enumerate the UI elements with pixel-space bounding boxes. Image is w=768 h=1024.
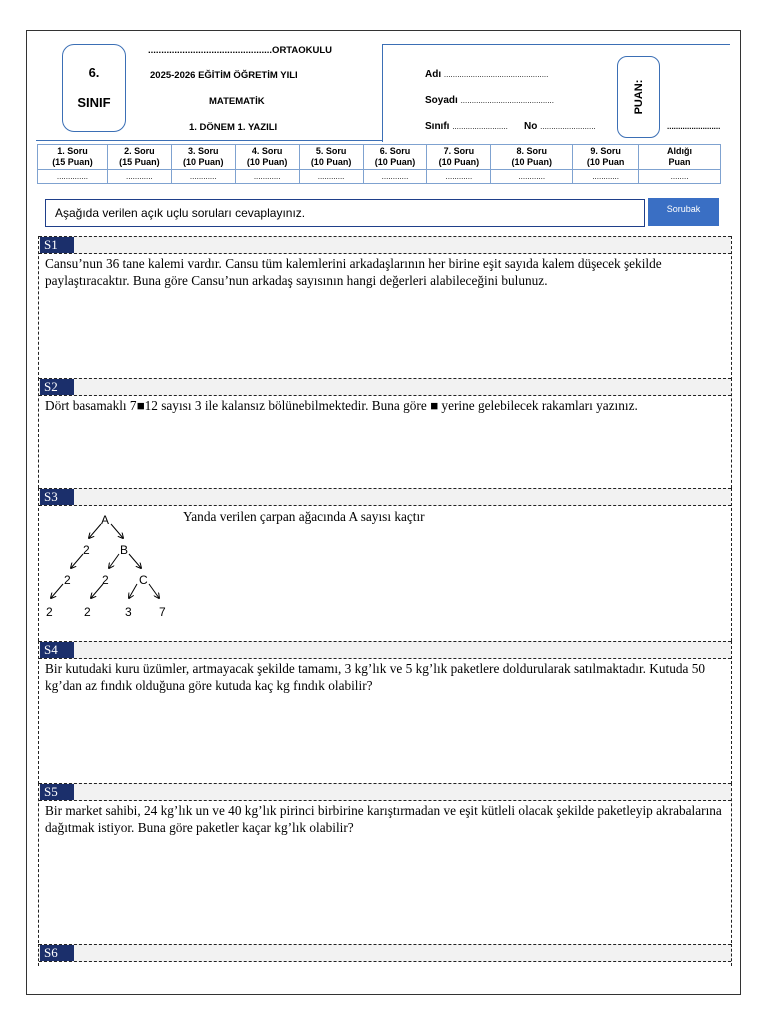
question-bar [39, 783, 731, 801]
header-divider [36, 140, 382, 141]
name-field[interactable] [425, 69, 548, 80]
score-label: PUAN: [632, 79, 645, 115]
score-header-cell: 2. Soru (15 Puan) [107, 145, 171, 170]
question-3 [38, 488, 732, 641]
question-label: S6 [40, 945, 74, 961]
score-blank-cell[interactable]: ............ [363, 170, 427, 184]
score-blank-cell[interactable]: ............ [171, 170, 235, 184]
grade-label: SINIF [77, 95, 111, 110]
tree-branch [71, 554, 83, 568]
score-blank-cell[interactable]: ............ [427, 170, 491, 184]
score-blank-cell[interactable]: ............ [299, 170, 363, 184]
tree-node: 2 [64, 573, 71, 587]
tree-node-b: B [120, 543, 129, 557]
number-field[interactable] [524, 121, 596, 132]
tree-node-a: A [101, 513, 110, 527]
name-label: Adı [425, 69, 442, 80]
number-label: No [524, 121, 538, 132]
question-6 [38, 944, 732, 966]
class-blank: ......................... [452, 122, 508, 131]
school-name: ...............................................ORTAOKULU [148, 45, 333, 56]
question-1 [38, 236, 732, 380]
score-table-blank-row [38, 170, 721, 184]
score-header-cell: 8. Soru (10 Puan) [491, 145, 573, 170]
header-divider-vertical [382, 44, 383, 142]
question-bar [39, 641, 731, 659]
question-label: S1 [40, 237, 74, 253]
header-divider-top [382, 44, 730, 45]
question-text: Bir market sahibi, 24 kg’lık un ve 40 kg’lık pirinci birbirine karıştırmadan ve eşit kütleli olacak şekilde paketleyip akrabalarına dağıtmak istiyor. Buna göre paketler kaçar kg’lık olabilir? [45, 803, 722, 835]
score-header-cell: 5. Soru (10 Puan) [299, 145, 363, 170]
number-blank: ......................... [540, 122, 596, 131]
tree-branch [111, 524, 123, 538]
question-4 [38, 641, 732, 784]
score-blank-cell[interactable]: ........ [639, 170, 721, 184]
tree-node: 3 [125, 605, 132, 619]
tree-branch [129, 584, 137, 598]
tree-node: 2 [102, 573, 109, 587]
question-text: Cansu’nun 36 tane kalemi vardır. Cansu tüm kalemlerini arkadaşlarının her birine eşit sayıda kalem düşecek şekilde paylaştıracaktır. Buna göre Cansu’nun arkadaş sayısının hangi değerleri alabileceğini bulunuz. [45, 256, 662, 288]
grade-box [62, 44, 126, 132]
question-label: S5 [40, 784, 74, 800]
tree-node: 7 [159, 605, 166, 619]
question-5 [38, 783, 732, 943]
tree-branch [51, 584, 63, 598]
score-header-cell: 4. Soru (10 Puan) [235, 145, 299, 170]
academic-year: 2025-2026 EĞİTİM ÖĞRETİM YILI [150, 70, 298, 81]
tree-node: 2 [83, 543, 90, 557]
tree-branch [89, 524, 101, 538]
sorubak-logo[interactable]: Sorubak [648, 198, 719, 226]
exam-term: 1. DÖNEM 1. YAZILI [189, 122, 278, 133]
score-blank-cell[interactable]: ............ [573, 170, 639, 184]
class-field[interactable] [425, 121, 508, 132]
score-blank[interactable]: ........................ [667, 122, 721, 131]
score-header-cell: 9. Soru (10 Puan [573, 145, 639, 170]
question-label: S2 [40, 379, 74, 395]
score-box [617, 56, 660, 138]
question-text: Dört basamaklı 7■12 sayısı 3 ile kalansız bölünebilmektedir. Buna göre ■ yerine gelebilecek rakamları yazınız. [45, 398, 638, 413]
name-blank: ............................................... [443, 70, 549, 79]
grade-number: 6. [88, 65, 100, 80]
score-header-cell: 3. Soru (10 Puan) [171, 145, 235, 170]
tree-node: 2 [84, 605, 91, 619]
score-blank-cell[interactable]: ............ [235, 170, 299, 184]
instruction-box: Aşağıda verilen açık uçlu soruları cevaplayınız. [45, 199, 645, 227]
surname-blank: .......................................... [460, 96, 554, 105]
tree-branch [129, 554, 141, 568]
subject-title: MATEMATİK [209, 96, 265, 107]
score-blank-cell[interactable]: ............ [491, 170, 573, 184]
tree-branch [109, 554, 119, 568]
tree-node: 2 [46, 605, 53, 619]
class-label: Sınıfı [425, 121, 450, 132]
question-bar [39, 488, 731, 506]
question-label: S4 [40, 642, 74, 658]
question-2 [38, 378, 732, 488]
question-text: Bir kutudaki kuru üzümler, artmayacak şekilde tamamı, 3 kg’lık ve 5 kg’lık paketlere doldurularak satılmaktadır. Kutuda 50 kg’dan az fındık olduğuna göre kutuda kaç kg fındık olabilir? [45, 661, 706, 693]
question-label: S3 [40, 489, 74, 505]
question-bar [39, 378, 731, 396]
score-header-cell: Aldığı Puan [639, 145, 721, 170]
question-text: Yanda verilen çarpan ağacında A sayısı kaçtır [183, 509, 425, 524]
score-table-header-row [38, 145, 721, 170]
factor-tree [39, 512, 179, 627]
surname-field[interactable] [425, 95, 554, 106]
question-bar [39, 236, 731, 254]
score-blank-cell[interactable]: .............. [38, 170, 108, 184]
question-bar [39, 944, 731, 962]
score-blank-cell[interactable]: ............ [107, 170, 171, 184]
score-header-cell: 7. Soru (10 Puan) [427, 145, 491, 170]
tree-branch [149, 584, 159, 598]
surname-label: Soyadı [425, 95, 458, 106]
score-header-cell: 6. Soru (10 Puan) [363, 145, 427, 170]
score-header-cell: 1. Soru (15 Puan) [38, 145, 108, 170]
score-table [37, 144, 721, 184]
tree-node-c: C [139, 573, 148, 587]
